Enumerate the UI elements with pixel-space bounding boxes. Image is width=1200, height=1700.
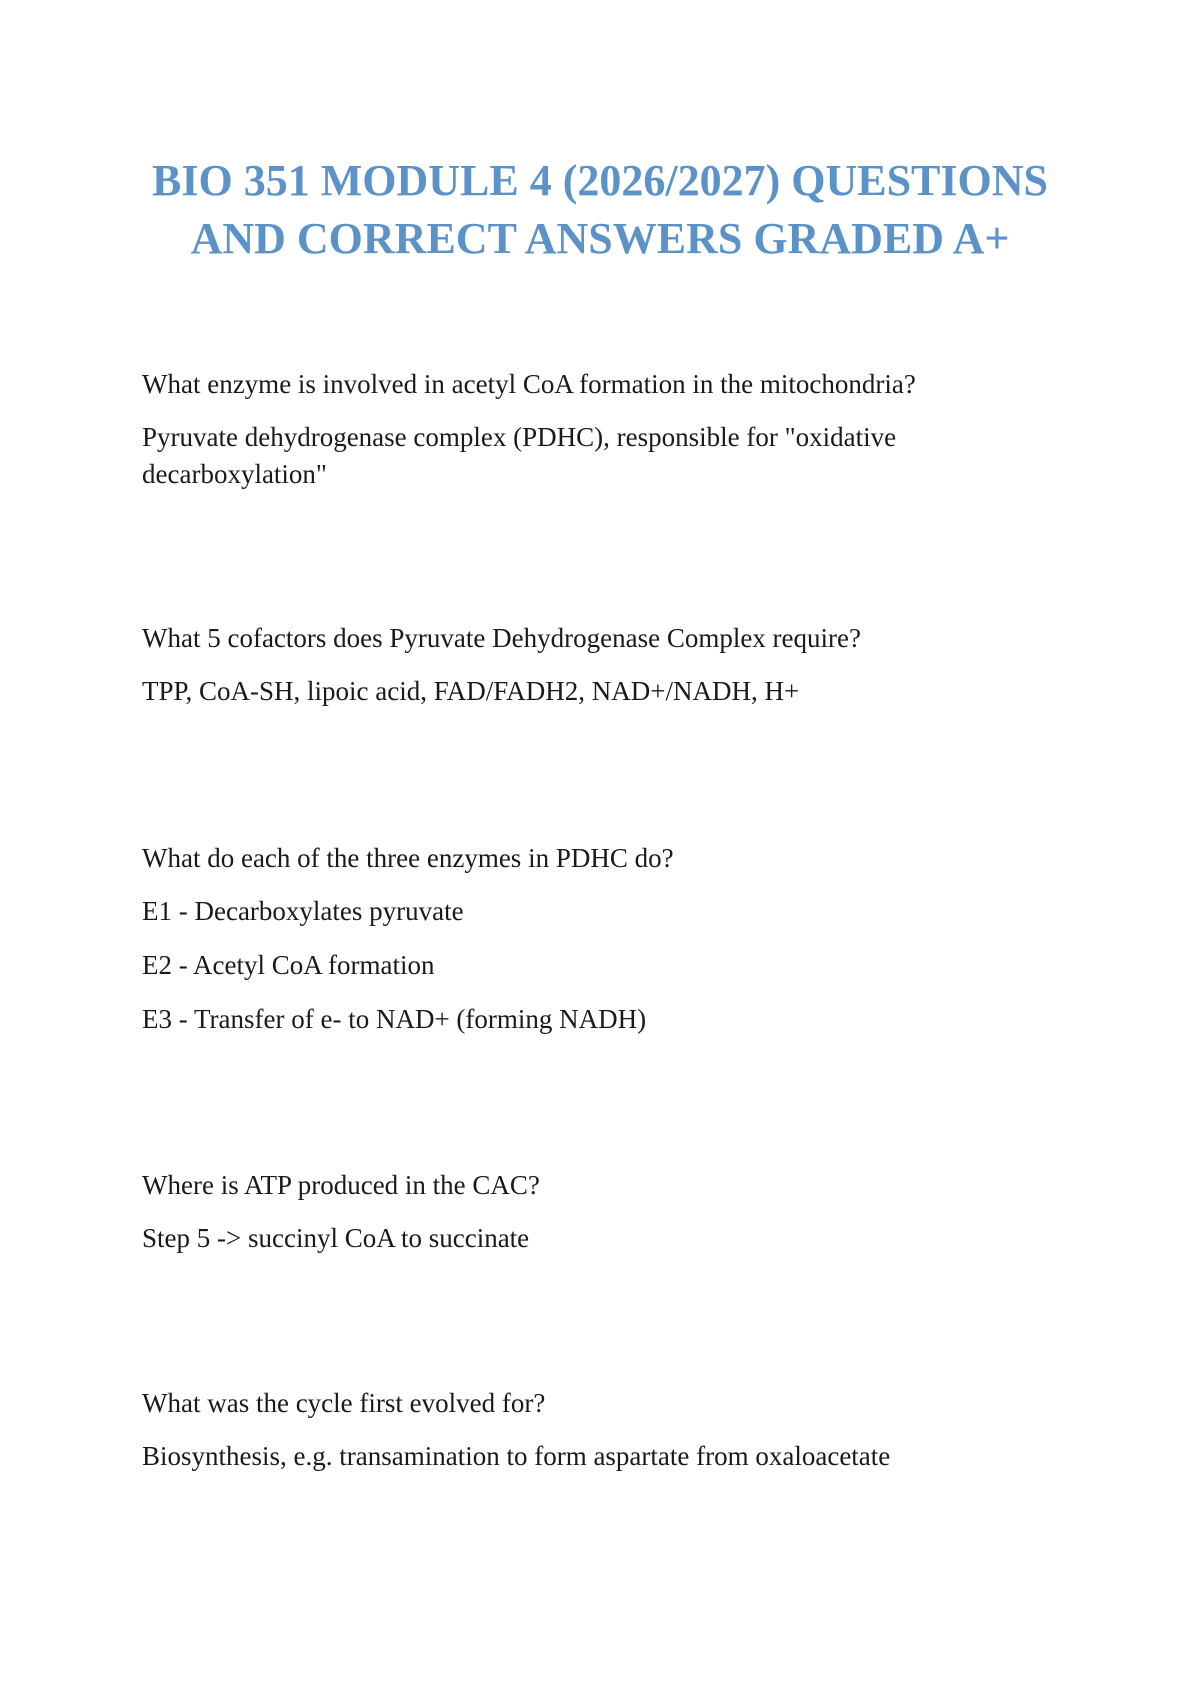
answer-text: Step 5 -> succinyl CoA to succinate — [142, 1223, 530, 1253]
question-text: What do each of the three enzymes in PDHC do? — [142, 843, 674, 873]
qa-item — [142, 1385, 972, 1492]
qa-item — [142, 620, 972, 727]
question-text: Where is ATP produced in the CAC? — [142, 1170, 540, 1200]
answer-text: TPP, CoA-SH, lipoic acid, FAD/FADH2, NAD+/NADH, H+ — [142, 676, 800, 706]
question-text: What was the cycle first evolved for? — [142, 1388, 546, 1418]
answer-text: E2 - Acetyl CoA formation — [142, 950, 435, 980]
answer-text: E3 - Transfer of e- to NAD+ (forming NADH) — [142, 1004, 647, 1034]
qa-item — [142, 1167, 972, 1274]
answer-text: Pyruvate dehydrogenase complex (PDHC), responsible for "oxidative decarboxylation" — [142, 422, 897, 489]
answer-text: E1 - Decarboxylates pyruvate — [142, 896, 464, 926]
qa-item — [142, 366, 972, 510]
qa-item — [142, 840, 972, 1055]
question-text: What enzyme is involved in acetyl CoA formation in the mitochondria? — [142, 369, 916, 399]
document-title: BIO 351 MODULE 4 (2026/2027) QUESTIONS AND CORRECT ANSWERS GRADED A+ — [152, 156, 1048, 263]
question-text: What 5 cofactors does Pyruvate Dehydrogenase Complex require? — [142, 623, 861, 653]
answer-text: Biosynthesis, e.g. transamination to form aspartate from oxaloacetate — [142, 1441, 891, 1471]
